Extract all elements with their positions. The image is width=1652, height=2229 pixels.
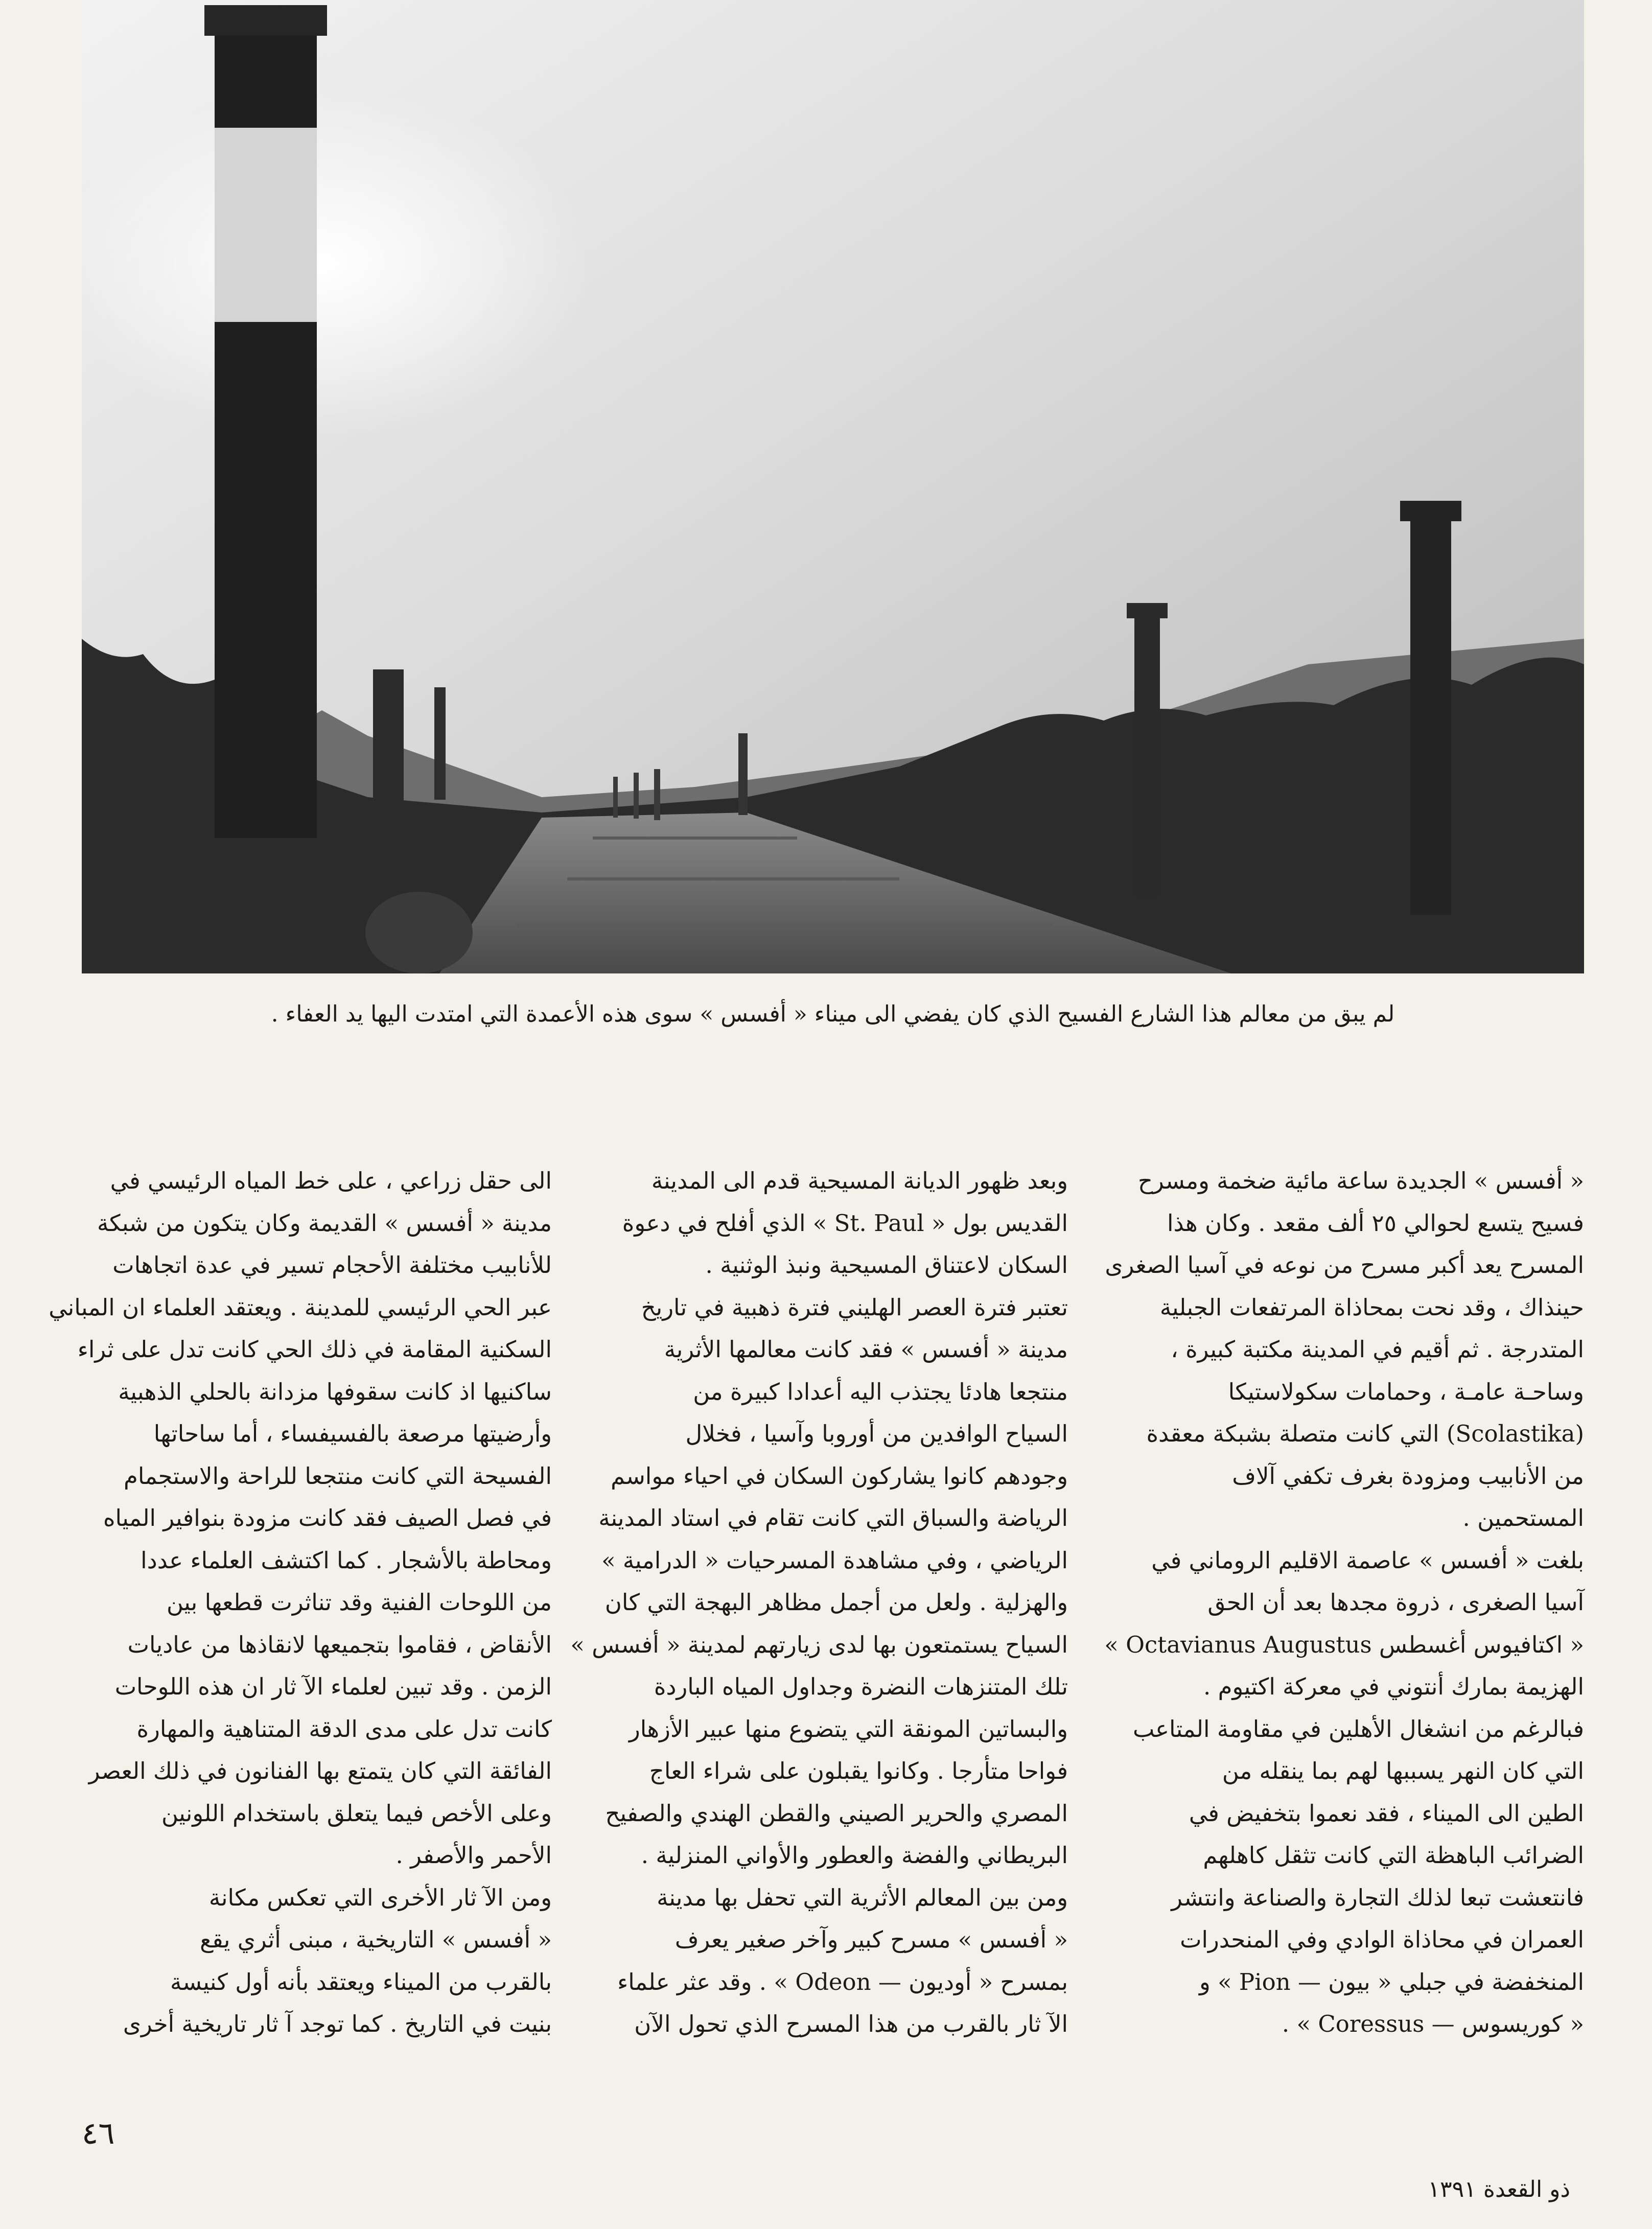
article-line: تعتبر فترة العصر الهليني فترة ذهبية في تاريخ	[641, 1293, 1068, 1321]
article-line: السياح الوافدين من أوروبا وآسيا ، فخلال	[685, 1420, 1068, 1447]
article-line: الهزيمة بمارك أنتوني في معركة اكتيوم .	[1203, 1673, 1584, 1700]
article-line: عبر الحي الرئيسي للمدينة . ويعتقد العلماء ان المباني	[49, 1293, 552, 1321]
article-line: وعلى الأخص فيما يتعلق باستخدام اللونين	[161, 1799, 552, 1827]
article-line: بالقرب من الميناء ويعتقد بأنه أول كنيسة	[170, 1968, 552, 1995]
article-line: الرياضي ، وفي مشاهدة المسرحيات « الدرامية »	[601, 1546, 1068, 1574]
article-line: بنيت في التاريخ . كما توجد آ ثار تاريخية أخرى	[123, 2010, 552, 2037]
article-line: وساحـة عامـة ، وحمامات سكولاستيكا	[1228, 1378, 1584, 1405]
page-number: ٤٦	[82, 2116, 115, 2151]
article-line: ومحاطة بالأشجار . كما اكتشف العلماء عددا	[141, 1546, 552, 1574]
article-line: المستحمين .	[1462, 1504, 1584, 1531]
article-line: السكنية المقامة في ذلك الحي كانت تدل على ثراء	[77, 1336, 552, 1363]
article-line: والبساتين المونقة التي يتضوع منها عبير الأزهار	[629, 1715, 1068, 1743]
article-line: الى حقل زراعي ، على خط المياه الرئيسي في	[110, 1167, 552, 1194]
article-line: « اكتافيوس أغسطس Octavianus Augustus »	[1104, 1631, 1584, 1658]
article-line: من الأنابيب ومزودة بغرف تكفي آلاف	[1232, 1462, 1584, 1490]
article-line: تلك المتنزهات النضرة وجداول المياه الباردة	[654, 1673, 1068, 1700]
article-line: كانت تدل على مدى الدقة المتناهية والمهارة	[136, 1715, 552, 1743]
article-line: الزمن . وقد تبين لعلماء الآ ثار ان هذه اللوحات	[114, 1673, 552, 1700]
photo-caption: لم يبق من معالم هذا الشارع الفسيح الذي كان يفضي الى ميناء « أفسس » سوى هذه الأعمدة التي امتدت اليها يد العفاء .	[271, 1001, 1395, 1027]
article-line: في فصل الصيف فقد كانت مزودة بنوافير المياه	[103, 1504, 552, 1531]
article-line: التي كان النهر يسببها لهم بما ينقله من	[1222, 1757, 1584, 1784]
article-line: (Scolastika) التي كانت متصلة بشبكة معقدة	[1146, 1420, 1584, 1447]
article-line: المنخفضة في جبلي « بيون — Pion » و	[1199, 1968, 1584, 1995]
article-column-left	[49, 1160, 552, 2085]
article-line: الضرائب الباهظة التي كانت تثقل كاهلهم	[1203, 1842, 1584, 1869]
article-line: وأرضيتها مرصعة بالفسيفساء ، أما ساحاتها	[153, 1420, 552, 1447]
article-body	[49, 1160, 1584, 2085]
article-line: الفائقة التي كان يتمتع بها الفنانون في ذلك العصر	[88, 1757, 552, 1784]
article-line: الأنقاض ، فقاموا بتجميعها لانقاذها من عاديات	[127, 1631, 552, 1658]
article-line: فسيح يتسع لحوالي ٢٥ ألف مقعد . وكان هذا	[1167, 1209, 1584, 1237]
article-line: وجودهم كانوا يشاركون السكان في احياء مواسم	[611, 1462, 1068, 1490]
article-line: « أفسس » مسرح كبير وآخر صغير يعرف	[674, 1926, 1068, 1953]
article-line: الفسيحة التي كانت منتجعا للراحة والاستجمام	[124, 1462, 552, 1490]
article-line: « أفسس » التاريخية ، مبنى أثري يقع	[200, 1926, 552, 1953]
article-line: فواحا متأرجا . وكانوا يقبلون على شراء العاج	[649, 1757, 1068, 1784]
article-line: بلغت « أفسس » عاصمة الاقليم الروماني في	[1151, 1546, 1584, 1574]
article-column-middle	[570, 1160, 1068, 2085]
article-column-right	[1104, 1160, 1584, 2085]
article-line: ومن الآ ثار الأخرى التي تعكس مكانة	[208, 1884, 552, 1911]
article-line: والهزلية . ولعل من أجمل مظاهر البهجة التي كان	[604, 1589, 1068, 1616]
article-line: العمران في محاذاة الوادي وفي المنحدرات	[1180, 1926, 1584, 1953]
article-line: المتدرجة . ثم أقيم في المدينة مكتبة كبيرة ،	[1171, 1336, 1584, 1363]
article-line: السكان لاعتناق المسيحية ونبذ الوثنية .	[705, 1251, 1068, 1279]
article-line: ساكنيها اذ كانت سقوفها مزدانة بالحلي الذهبية	[118, 1378, 552, 1405]
article-line: البريطاني والفضة والعطور والأواني المنزلية .	[641, 1842, 1068, 1869]
article-line: القديس بول « St. Paul » الذي أفلح في دعوة	[622, 1209, 1068, 1237]
article-line: من اللوحات الفنية وقد تناثرت قطعها بين	[166, 1589, 552, 1616]
ephesus-columns-photo	[82, 0, 1584, 973]
article-line: وبعد ظهور الديانة المسيحية قدم الى المدينة	[651, 1167, 1068, 1194]
article-line: منتجعا هادئا يجتذب اليه أعدادا كبيرة من	[693, 1378, 1068, 1405]
article-line: ومن بين المعالم الأثرية التي تحفل بها مدينة	[657, 1884, 1068, 1911]
article-line: مدينة « أفسس » فقد كانت معالمها الأثرية	[664, 1336, 1068, 1363]
article-line: للأنابيب مختلفة الأحجام تسير في عدة اتجاهات	[112, 1251, 552, 1279]
issue-date: ذو القعدة ١٣٩١	[1428, 2176, 1570, 2202]
article-line: بمسرح « أوديون — Odeon » . وقد عثر علماء	[617, 1968, 1068, 1995]
article-line: آسيا الصغرى ، ذروة مجدها بعد أن الحق	[1207, 1589, 1584, 1616]
article-line: الطين الى الميناء ، فقد نعموا بتخفيض في	[1189, 1799, 1584, 1827]
article-line: الرياضة والسباق التي كانت تقام في استاد المدينة	[598, 1504, 1068, 1531]
article-line: المصري والحرير الصيني والقطن الهندي والصفيح	[605, 1799, 1068, 1827]
article-line: حينذاك ، وقد نحت بمحاذاة المرتفعات الجبلية	[1159, 1293, 1584, 1321]
article-line: فانتعشت تبعا لذلك التجارة والصناعة وانتشر	[1171, 1884, 1584, 1911]
article-line: مدينة « أفسس » القديمة وكان يتكون من شبكة	[97, 1209, 552, 1237]
photo-illustration	[82, 0, 1584, 973]
article-line: السياح يستمتعون بها لدى زيارتهم لمدينة « أفسس »	[570, 1631, 1068, 1658]
article-line: الأحمر والأصفر .	[395, 1842, 552, 1869]
article-line: « كوريسوس — Coressus » .	[1282, 2010, 1584, 2037]
article-line: المسرح يعد أكبر مسرح من نوعه في آسيا الصغرى	[1105, 1251, 1584, 1279]
article-line: « أفسس » الجديدة ساعة مائية ضخمة ومسرح	[1137, 1167, 1584, 1194]
article-line: الآ ثار بالقرب من هذا المسرح الذي تحول الآن	[634, 2010, 1068, 2037]
article-line: فبالرغم من انشغال الأهلين في مقاومة المتاعب	[1132, 1715, 1584, 1743]
